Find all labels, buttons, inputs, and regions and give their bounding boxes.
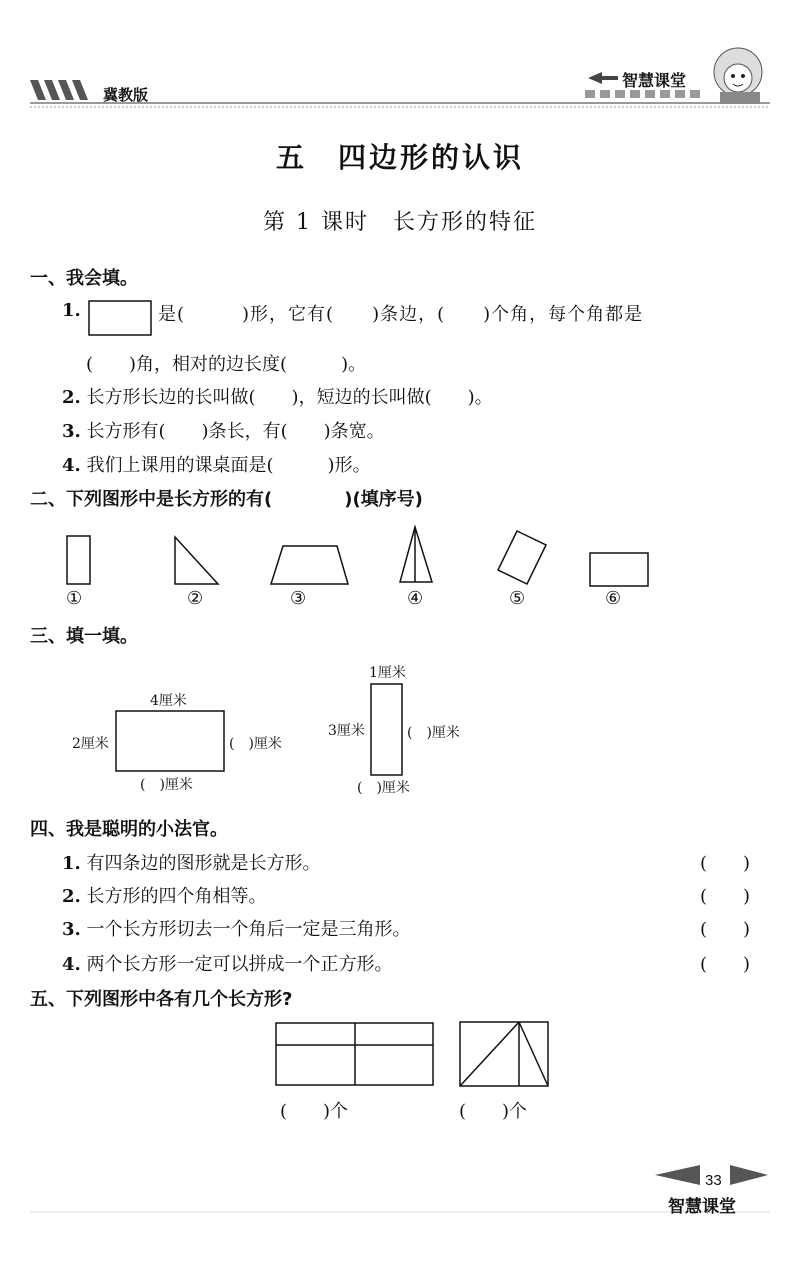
- q1-text-line1: 是( )形，它有( )条边，( )个角，每个角都是: [158, 304, 644, 325]
- shape-6-rectangle: [590, 553, 648, 586]
- judge-item-3: 3. 一个长方形切去一个角后一定是三角形。: [62, 919, 411, 940]
- q1-rectangle-shape: [89, 301, 151, 335]
- shape-label-4: ④: [407, 588, 424, 609]
- header-stripes-decoration: [30, 80, 88, 100]
- rect-a-top-label: 4厘米: [150, 693, 187, 709]
- judge-item-1: 1. 有四条边的图形就是长方形。: [62, 853, 321, 874]
- q2-line: [62, 383, 493, 409]
- rectangle-b: [371, 684, 402, 775]
- shape-2-right-triangle: [175, 537, 218, 584]
- lesson-subtitle: 第 1 课时 长方形的特征: [263, 210, 537, 235]
- edition-label: 冀教版: [103, 86, 149, 104]
- rectangle-a: [116, 711, 224, 771]
- shape-label-2: ②: [187, 588, 204, 609]
- section-5-heading: 五、下列图形中各有几个长方形?: [30, 989, 293, 1010]
- page-number: 33: [705, 1172, 722, 1189]
- q2-text: 长方形长边的长叫做( )，短边的长叫做( )。: [86, 387, 493, 408]
- figure-a-answer: ( )个: [280, 1101, 349, 1122]
- q3-line: [62, 417, 385, 443]
- q4-text: 我们上课用的课桌面是( )形。: [86, 455, 371, 476]
- q4-number: 4.: [62, 455, 81, 476]
- shape-label-1: ①: [66, 588, 83, 609]
- page-title: 五 四边形的认识: [275, 141, 524, 174]
- judge-answer-3: ( ): [700, 919, 751, 940]
- rect-a-bottom-blank: ( )厘米: [140, 777, 193, 793]
- header-brand: 智慧课堂: [622, 71, 687, 90]
- q3-text: 长方形有( )条长，有( )条宽。: [86, 421, 385, 442]
- footer-brand: 智慧课堂: [668, 1197, 736, 1217]
- section-2-heading: 二、下列图形中是长方形的有( )(填序号): [30, 489, 423, 510]
- q1-text-line2: ( )角，相对的边长度( )。: [86, 354, 367, 375]
- shape-5-rotated-rectangle: [498, 531, 546, 584]
- judge-item-4: 4. 两个长方形一定可以拼成一个正方形。: [62, 954, 393, 975]
- q3-number: 3.: [62, 421, 81, 442]
- rect-b-bottom-blank: ( )厘米: [357, 780, 410, 796]
- judge-answer-4: ( ): [700, 954, 751, 975]
- shape-3-trapezoid: [271, 546, 348, 584]
- girl-mascot-icon: [714, 48, 762, 104]
- judge-answer-1: ( ): [700, 853, 751, 874]
- judge-answer-2: ( ): [700, 886, 751, 907]
- rect-a-left-label: 2厘米: [72, 736, 109, 752]
- figure-b-split: [460, 1022, 548, 1086]
- section-3-heading: 三、填一填。: [30, 626, 138, 647]
- shape-label-6: ⑥: [605, 588, 622, 609]
- header-dotted-bar: [585, 90, 700, 98]
- shape-label-5: ⑤: [509, 588, 526, 609]
- section-4-heading: 四、我是聪明的小法官。: [30, 819, 228, 840]
- rect-b-left-label: 3厘米: [328, 723, 365, 739]
- q4-line: [62, 451, 371, 477]
- section-1-heading: 一、我会填。: [30, 268, 138, 289]
- shape-label-3: ③: [290, 588, 307, 609]
- q1-number: 1.: [62, 300, 81, 321]
- rect-b-top-label: 1厘米: [369, 665, 406, 681]
- rect-b-right-blank: ( )厘米: [407, 725, 460, 741]
- header-arrow-icon: [588, 72, 618, 84]
- rect-a-right-blank: ( )厘米: [229, 736, 282, 752]
- shape-1-tall-rectangle: [67, 536, 90, 584]
- q2-number: 2.: [62, 387, 81, 408]
- shape-4-triangle: [400, 527, 432, 582]
- judge-item-2: 2. 长方形的四个角相等。: [62, 886, 267, 907]
- figure-b-answer: ( )个: [459, 1101, 528, 1122]
